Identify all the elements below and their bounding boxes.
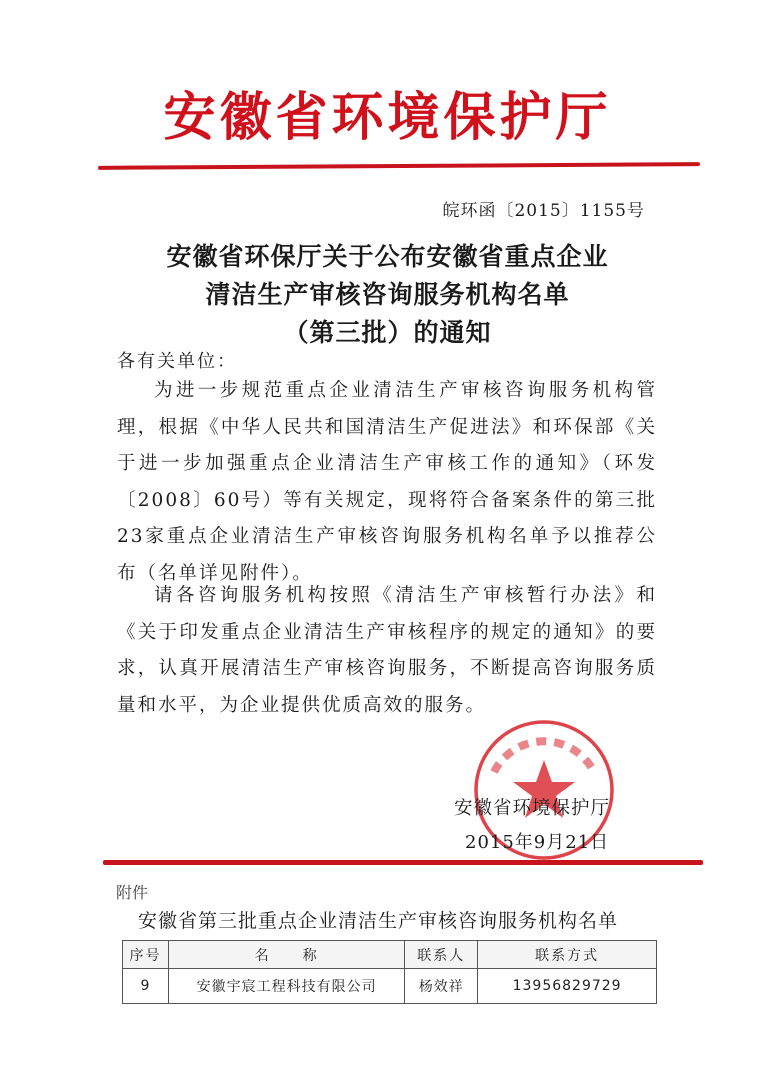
- col-header-contact-person: 联系人: [405, 941, 478, 969]
- title-line-1: 安徽省环保厅关于公布安徽省重点企业: [166, 242, 609, 271]
- col-header-name: 名 称: [168, 941, 404, 969]
- issuer-name: 安徽省环境保护厅: [454, 798, 611, 819]
- cell-index: 9: [123, 969, 169, 1004]
- col-header-index: 序号: [123, 941, 169, 969]
- table-header-row: [123, 941, 657, 969]
- title-line-2: 清洁生产审核咨询服务机构名单: [205, 280, 570, 309]
- title-line-3: （第三批）的通知: [283, 318, 492, 347]
- attachment-label: 附件: [116, 883, 149, 902]
- salutation: 各有关单位：: [117, 351, 237, 372]
- attachment-title: 安徽省第三批重点企业清洁生产审核咨询服务机构名单: [138, 910, 619, 932]
- cell-name: 安徽宇宸工程科技有限公司: [168, 969, 404, 1004]
- body-paragraph-2: 请各咨询服务机构按照《清洁生产审核暂行办法》和《关于印发重点企业清洁生产审核程序的规定的通知》的要求，认真开展清洁生产审核咨询服务，不断提高咨询服务质量和水平，为企业提供优质高效的服务。: [117, 585, 657, 716]
- cell-contact-person: 杨效祥: [405, 969, 478, 1004]
- footer-divider: [103, 860, 703, 865]
- col-header-contact-info: 联系方式: [478, 941, 657, 969]
- body-paragraph-1: 为进一步规范重点企业清洁生产审核咨询服务机构管理，根据《中华人民共和国清洁生产促进法》和环保部《关于进一步加强重点企业清洁生产审核工作的通知》（环发〔2008〕60号）等有关规定，现将符合备案条件的第三批23家重点企业清洁生产审核咨询服务机构名单予以推荐公布（名单详见附件）。: [117, 380, 657, 584]
- document-number: 皖环函〔2015〕1155号: [442, 201, 645, 221]
- issue-date: 2015年9月21日: [465, 832, 610, 853]
- institution-table: [122, 940, 657, 1004]
- table-row: [123, 969, 657, 1004]
- letterhead-divider: [98, 162, 700, 170]
- letterhead-title: 安徽省环境保护厅: [163, 87, 612, 148]
- cell-contact-info: 13956829729: [478, 969, 657, 1004]
- document-title: [0, 238, 775, 352]
